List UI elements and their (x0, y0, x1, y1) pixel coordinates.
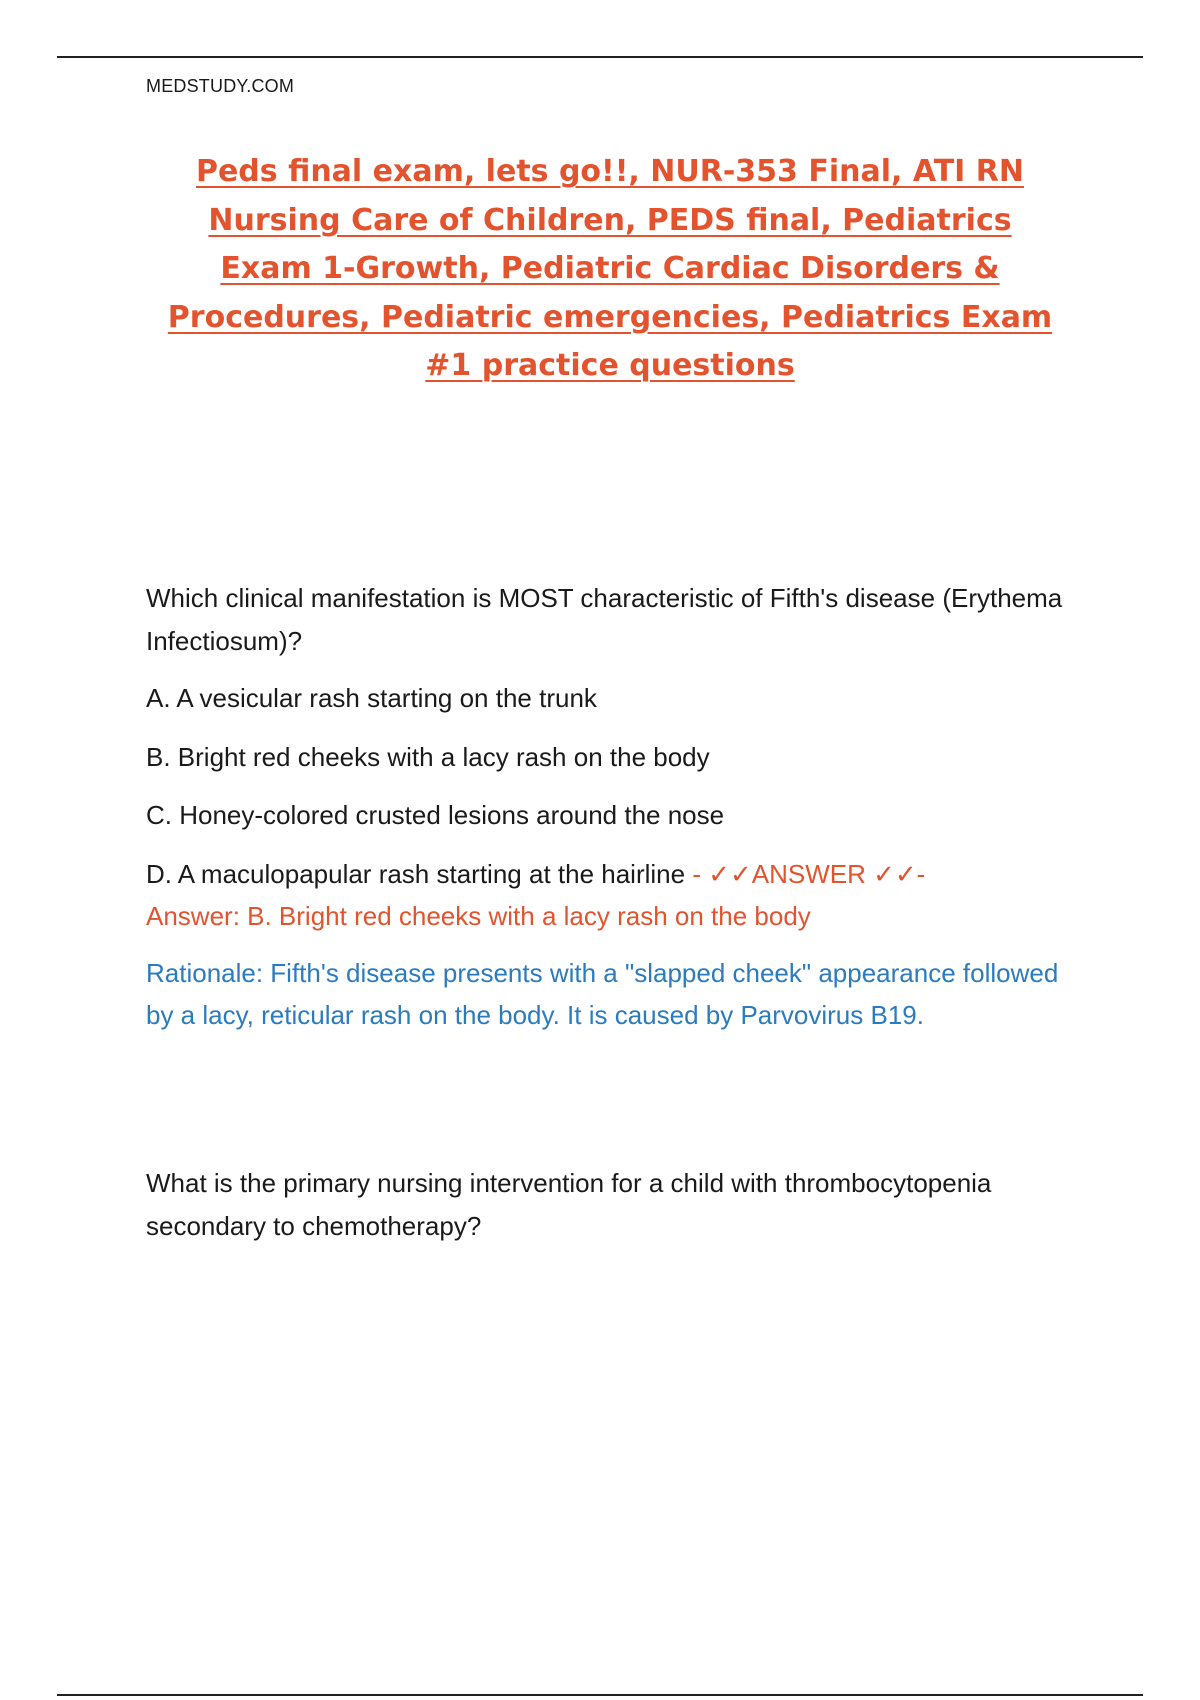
title-line: #1 practice questions (425, 348, 795, 383)
document-title (140, 148, 1080, 391)
title-line: Peds final exam, lets go!!, NUR-353 Final, ATI RN (195, 154, 1025, 189)
question-block (146, 1162, 1086, 1247)
answer-option-d-text: D. A maculopapular rash starting at the hairline (146, 858, 686, 889)
question-block (146, 577, 1086, 1037)
question-text: What is the primary nursing intervention for a child with thrombocytopenia secondary to chemotherapy? (146, 1168, 992, 1241)
correct-answer: Answer: B. Bright red cheeks with a lacy rash on the body (146, 901, 811, 931)
answer-option-b: B. Bright red cheeks with a lacy rash on the body (146, 741, 710, 772)
rationale-text: Rationale: Fifth's disease presents with a "slapped cheek" appearance followed by a lacy, reticular rash on the body. It is caused by Parvovirus B19. (146, 957, 1059, 1030)
title-line: Nursing Care of Children, PEDS final, Pediatrics (208, 202, 1012, 238)
site-name: MEDSTUDY.COM (146, 76, 295, 96)
title-line: Exam 1-Growth, Pediatric Cardiac Disorders & (220, 251, 1000, 286)
title-line: Procedures, Pediatric emergencies, Pediatrics Exam (167, 299, 1053, 335)
answer-option-c: C. Honey-colored crusted lesions around the nose (146, 800, 725, 830)
footer-rule (57, 1694, 1143, 1696)
question-text: Which clinical manifestation is MOST characteristic of Fifth's disease (Erythema Infectiosum)? (146, 583, 1063, 656)
header-rule (57, 56, 1143, 58)
answer-option-a: A. A vesicular rash starting on the trunk (146, 683, 597, 713)
answer-marker: - ✓✓ANSWER ✓✓- (685, 858, 926, 889)
answer-option-d (146, 853, 1086, 938)
